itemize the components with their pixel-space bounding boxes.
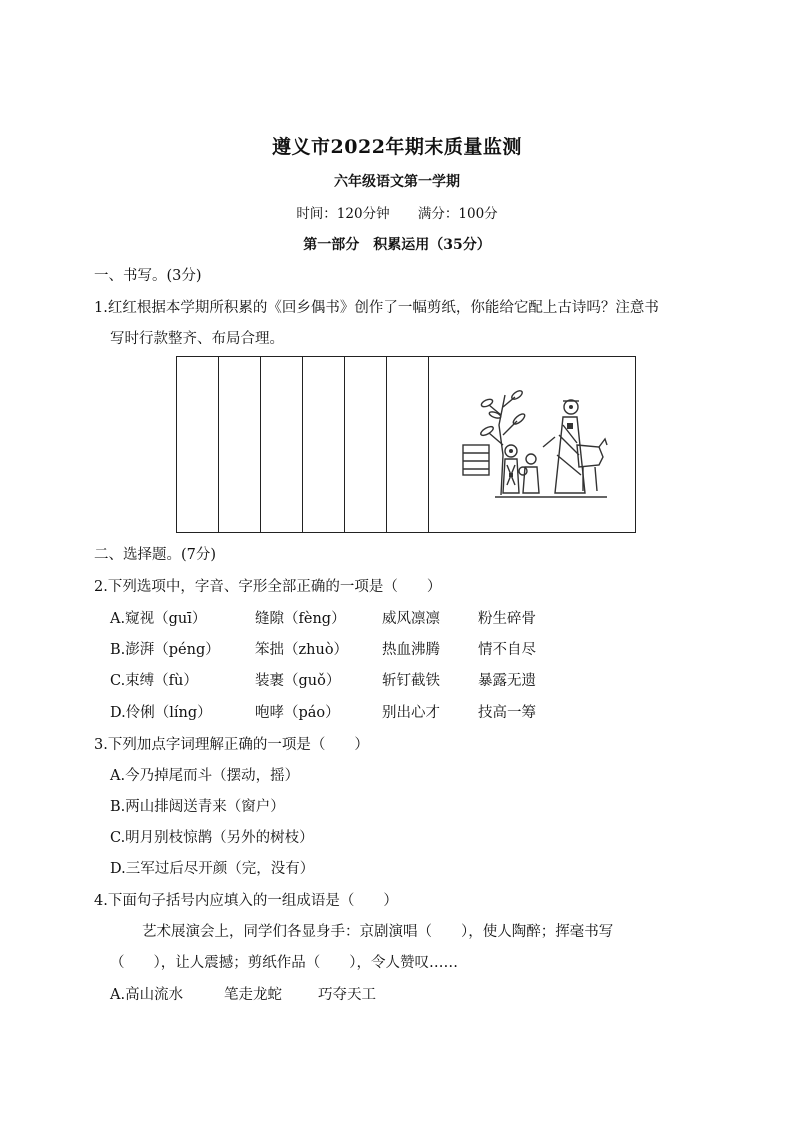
q1-stem-line1: 1.红红根据本学期所积累的《回乡偶书》创作了一幅剪纸，你能给它配上古诗吗？注意书 <box>94 300 659 316</box>
q3-option-d[interactable]: D.三军过后尽开颜（完，没有） <box>110 861 315 877</box>
q4-stem: 4.下面句子括号内应填入的一组成语是（ ） <box>94 893 398 909</box>
q2-a-item: A.窥视（guī） <box>110 611 207 627</box>
q3-option-a[interactable]: A.今乃掉尾而斗（摆动，摇） <box>110 768 300 784</box>
q2-b-item: 热血沸腾 <box>382 642 440 658</box>
q3-option-b[interactable]: B.两山排闼送青来（窗户） <box>110 799 285 815</box>
writing-column[interactable] <box>261 357 303 532</box>
q3-option-c[interactable]: C.明月别枝惊鹊（另外的树枝） <box>110 830 314 846</box>
q2-c-item: 暴露无遗 <box>478 673 536 689</box>
writing-column[interactable] <box>345 357 387 532</box>
part-heading: 第一部分 积累运用（35分） <box>303 237 491 253</box>
page-title: 遵义市2022年期末质量监测 <box>272 136 522 158</box>
q4-passage-line1: 艺术展演会上，同学们各显身手：京剧演唱（ ），使人陶醉；挥毫书写 <box>142 924 614 940</box>
q2-a-item: 威风凛凛 <box>382 611 440 627</box>
q2-c-item: C.束缚（fù） <box>110 673 198 689</box>
q4-a-item: 笔走龙蛇 <box>224 987 282 1003</box>
writing-column[interactable] <box>177 357 219 532</box>
q2-b-item: 情不自尽 <box>478 642 536 658</box>
q2-c-item: 斩钉截铁 <box>382 673 440 689</box>
q2-d-item: 别出心才 <box>382 705 440 721</box>
writing-column[interactable] <box>219 357 261 532</box>
exam-time: 时间：120分钟 <box>296 206 390 222</box>
exam-meta <box>0 202 794 222</box>
q2-d-item: D.伶俐（líng） <box>110 705 212 721</box>
writing-column[interactable] <box>303 357 345 532</box>
q3-stem: 3.下列加点字词理解正确的一项是（ ） <box>94 737 369 753</box>
q4-a-item: 巧夺天工 <box>318 987 376 1003</box>
q2-stem: 2.下列选项中，字音、字形全部正确的一项是（ ） <box>94 579 442 595</box>
q1-stem-line2: 写时行款整齐、布局合理。 <box>110 331 284 347</box>
q2-c-item: 装裹（guǒ） <box>255 673 341 689</box>
q4-passage-line2: （ ），让人震撼；剪纸作品（ ），令人赞叹…… <box>110 955 458 971</box>
page-subtitle: 六年级语文第一学期 <box>334 174 460 190</box>
q2-a-item: 缝隙（fèng） <box>255 611 346 627</box>
section2-heading: 二、选择题。(7分) <box>94 547 217 563</box>
q2-b-item: 笨拙（zhuò） <box>255 642 349 658</box>
q2-b-item: B.澎湃（péng） <box>110 642 220 658</box>
exam-score: 满分：100分 <box>417 206 498 222</box>
q2-d-item: 技高一筹 <box>478 705 536 721</box>
section1-heading: 一、书写。(3分) <box>94 268 202 284</box>
q2-a-item: 粉生碎骨 <box>478 611 536 627</box>
q2-d-item: 咆哮（páo） <box>255 705 340 721</box>
q4-a-item: A.高山流水 <box>110 987 184 1003</box>
writing-column[interactable] <box>387 357 429 532</box>
writing-grid <box>176 356 636 533</box>
paper-cut-illustration <box>459 385 609 505</box>
